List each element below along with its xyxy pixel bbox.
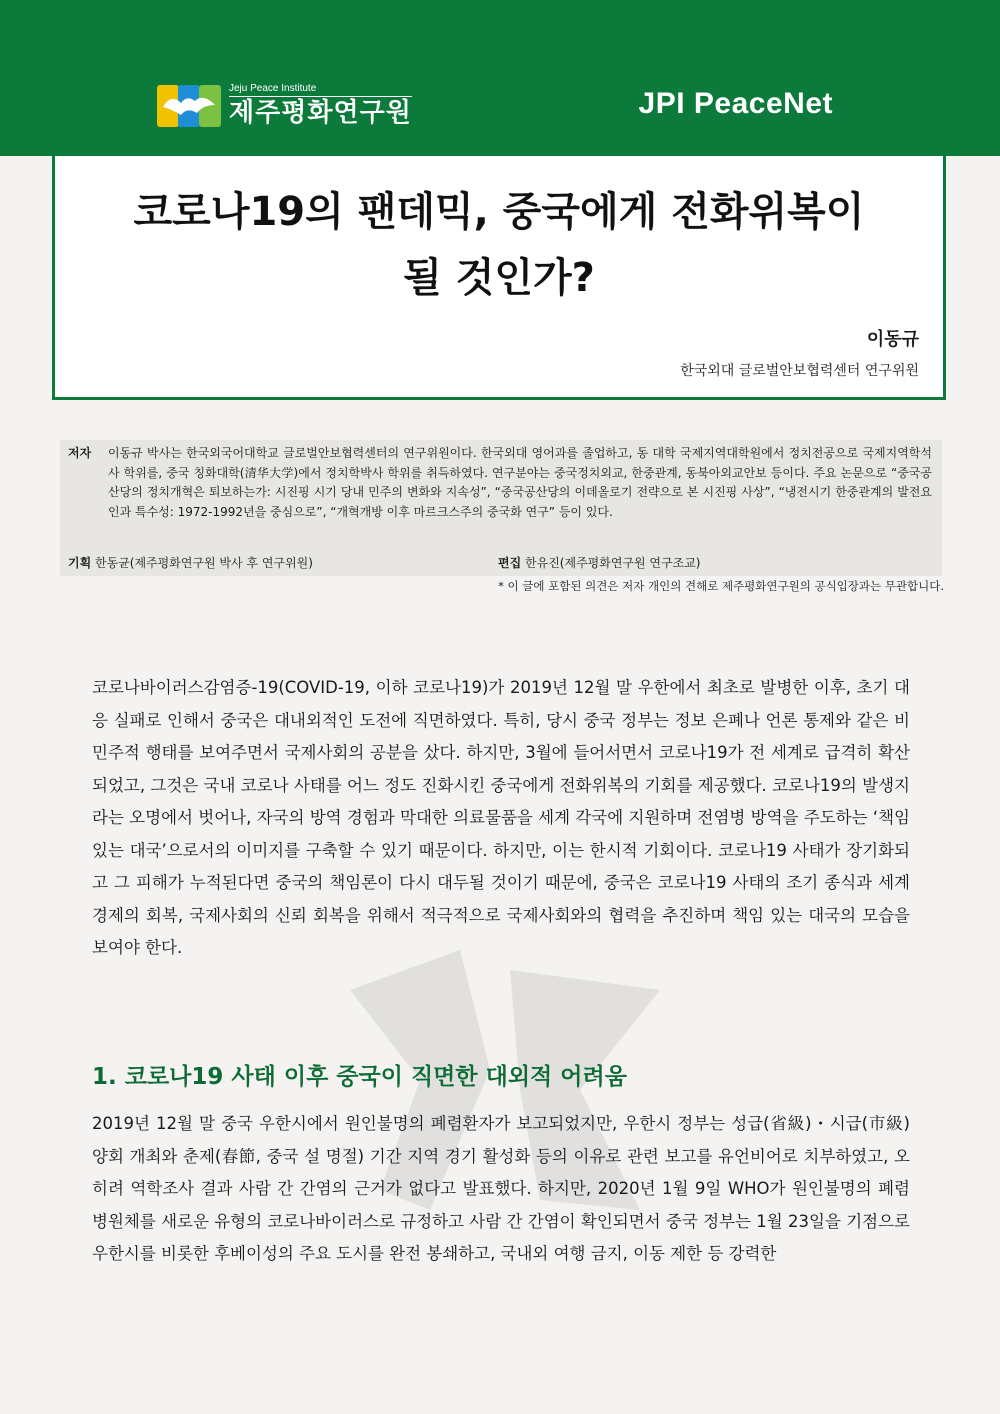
title-line-2: 될 것인가? bbox=[403, 255, 595, 301]
series-name: JPI PeaceNet bbox=[638, 87, 833, 120]
author-affiliation: 한국외대 글로벌안보협력센터 연구위원 bbox=[680, 363, 919, 379]
paragraph-1: 코로나바이러스감염증-19(COVID-19, 이하 코로나19)가 2019년 12월 말 우한에서 최초로 발병한 이후, 초기 대응 실패로 인해서 중국은 대내외적인 도전에 직면하였다. 특히, 당시 중국 정부는 정보 은폐나 언론 통제와 같은 비민주적 행태를 보여주면서 국제사회의 공분을 샀다. 하지만, 3월에 들어서면서 코로나19가 전 세계로 급격히 확산되었고, 그것은 국내 코로나 사태를 어느 정도 진화시킨 중국에게 전화위복의 기회를 제공했다. 코로나19의 발생지라는 오명에서 벗어나, 자국의 방역 경험과 막대한 의료물품을 세계 각국에 지원하며 전염병 방역을 주도하는 ‘책임 있는 대국’으로서의 이미지를 구축할 수 있기 때문이다. 하지만, 이는 한시적 기회이다. 코로나19 사태가 장기화되고 그 피해가 누적된다면 중국의 책임론이 다시 대두될 것이기 때문에, 중국은 코로나19 사태의 조기 종식과 세계경제의 회복, 국제사회의 신뢰 회복을 위해서 적극적으로 국제사회와의 협력을 추진하며 책임 있는 대국의 모습을 보여야 한다. bbox=[92, 678, 910, 957]
paragraph-2: 2019년 12월 말 중국 우한시에서 원인불명의 폐렴환자가 보고되었지만, 우한시 정부는 성급(省級)・시급(市級) 양회 개최와 춘제(春節, 중국 설 명절) 기간 지역 경기 활성화 등의 이유로 관련 보고를 유언비어로 치부하였고, 오히려 역학조사 결과 사람 간 간염의 근거가 없다고 발표했다. 하지만, 2020년 1월 9일 WHO가 원인불명의 폐렴 병원체를 새로운 유형의 코로나바이러스로 규정하고 사람 간 간염이 확인되면서 중국 정부는 1월 23일을 기점으로 우한시를 비롯한 후베이성의 주요 도시를 완전 봉쇄하고, 국내외 여행 금지, 이동 제한 등 강력한 bbox=[92, 1114, 910, 1263]
logo-korean-name: 제주평화연구원 bbox=[229, 98, 412, 128]
credits-row bbox=[68, 554, 934, 574]
article-title bbox=[55, 179, 943, 311]
title-line-1: 코로나19의 팬데믹, 중국에게 전화위복이 bbox=[133, 189, 865, 235]
author-bio: 이동규 박사는 한국외국어대학교 글로벌안보협력센터의 연구위원이다. 한국외대 영어과를 졸업하고, 동 대학 국제지역대학원에서 정치전공으로 국제지역학석사 학위를, 중국 칭화대학(清华大学)에서 정치학박사 학위를 취득하였다. 연구분야는 중국정치외교, 한중관계, 동북아외교안보 등이다. 주요 논문으로 “중국공산당의 정치개혁은 퇴보하는가: 시진핑 시기 당내 민주의 변화와 지속성”, “중국공산당의 이데올로기 전략으로 본 시진핑 사상”, “냉전시기 한중관계의 발전요인과 특수성: 1972-1992년을 중심으로”, “개혁개방 이후 마르크스주의 중국화 연구” 등이 있다. bbox=[108, 446, 932, 519]
header-box bbox=[52, 50, 946, 400]
header-green-bar bbox=[55, 53, 943, 156]
edit-credit bbox=[498, 554, 700, 574]
section-1-title: 1. 코로나19 사태 이후 중국이 직면한 대외적 어려움 bbox=[92, 1064, 627, 1090]
author-name: 이동규 bbox=[866, 329, 919, 350]
author-bio-row bbox=[68, 444, 932, 522]
logo-english-name: Jeju Peace Institute bbox=[229, 83, 412, 97]
disclaimer: * 이 글에 포함된 의견은 저자 개인의 견해로 제주평화연구원의 공식입장과는 무관합니다. bbox=[498, 579, 944, 593]
dove-logo-icon bbox=[157, 85, 221, 127]
plan-label: 기획 bbox=[68, 556, 92, 570]
jpi-logo bbox=[157, 83, 412, 129]
author-info-box bbox=[60, 440, 942, 576]
edit-value: 한유진(제주평화연구원 연구조교) bbox=[525, 556, 701, 570]
author-label: 저자 bbox=[68, 446, 92, 460]
plan-value: 한동균(제주평화연구원 박사 후 연구위원) bbox=[95, 556, 313, 570]
edit-label: 편집 bbox=[498, 556, 522, 570]
